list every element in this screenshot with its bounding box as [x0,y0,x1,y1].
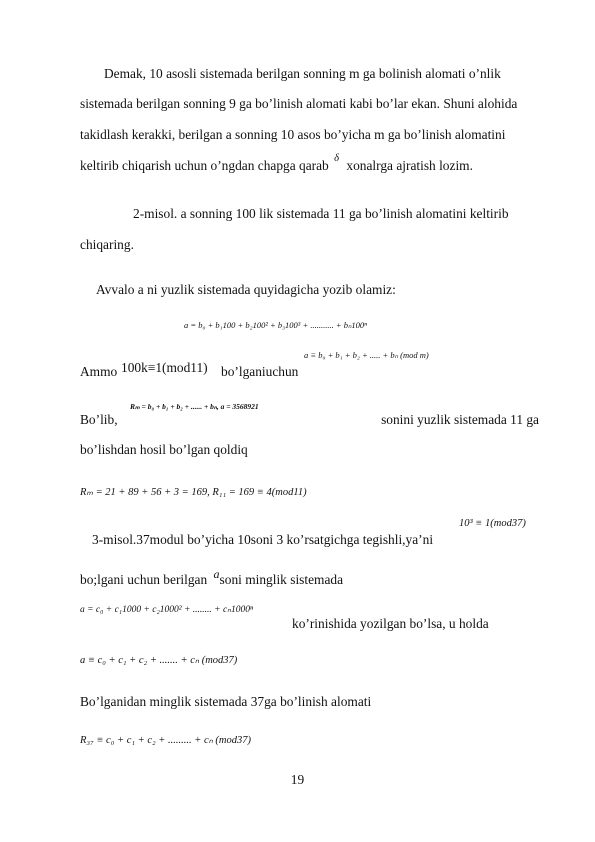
formula-ten-cubed: 10³ ≡ 1(mod37) [459,518,526,529]
text: ko’rinishida yozilgan bo’lsa, u holda [292,616,489,631]
text: bo’lganiuchun [221,364,299,379]
text: xonalrga ajratish lozim. [346,158,473,173]
formula-expansion-100: a = b₀ + b₁100 + b₂100² + b₃100³ + ........... + bₙ100ⁿ [184,320,367,330]
example-3-line: 3-misol.37modul bo’yicha 10soni 3 ko’rsatgichga tegishli,ya’ni [92,532,434,547]
example-2-line: 2-misol. a sonning 100 lik sistemada 11 ga bo’linish alomatini keltirib [133,206,509,221]
formula-congruence-m: a ≡ b₀ + b₁ + b₂ + ..... + bₙ (mod m) [304,350,429,360]
example-3-line [80,567,344,588]
text: Ammo [80,364,118,379]
paragraph-line: Avvalo a ni yuzlik sistemada quyidagicha yozib olamiz: [96,282,396,297]
text: Bo’lib, [80,412,118,427]
text: keltirib chiqarish uchun o’ngdan chapga qarab [80,158,329,173]
formula-r37: R₃₇ ≡ c₀ + c₁ + c₂ + ......... + cₙ (mod37) [80,735,251,746]
text: bo;lgani uchun berilgan [80,572,208,587]
example-2-line: chiqaring. [80,237,134,252]
paragraph-line [80,153,473,176]
formula-result: Rₘ = 21 + 89 + 56 + 3 = 169, R₁₁ = 169 ≡ 4(mod11) [80,487,307,498]
paragraph-line: sistemada berilgan sonning 9 ga bo’linish alomati kabi bo’lar ekan. Shuni alohida [80,96,518,111]
congruence-box: 100k≡1(mod11) [121,360,208,375]
a-symbol: a [213,567,220,581]
text: sonini yuzlik sistemada 11 ga [381,412,539,427]
page-number: 19 [290,772,305,787]
text: bo’lishdan hosil bo’lgan qoldiq [80,442,248,457]
formula-congruence-37: a ≡ c₀ + c₁ + c₂ + ....... + cₙ (mod37) [80,655,238,666]
delta-symbol: δ [334,153,340,164]
formula-expansion-1000: a = c₀ + c₁1000 + c₂1000² + ........ + cₙ1000ⁿ [80,605,253,615]
text: Demak, 10 asosli sistemada berilgan sonning m ga bolinish alomati o’nlik [104,66,501,81]
paragraph-line [80,66,539,82]
paragraph-line: takidlash kerakki, berilgan a sonning 10 asos bo’yicha m ga bo’linish alomatini [80,127,506,142]
text: soni minglik sistemada [219,572,344,587]
formula-remainder: Rₘ = b₀ + b₁ + b₂ + ...... + bₙ, a = 3568921 [130,402,259,411]
text: Bo’lganidan minglik sistemada 37ga bo’linish alomati [80,694,372,709]
